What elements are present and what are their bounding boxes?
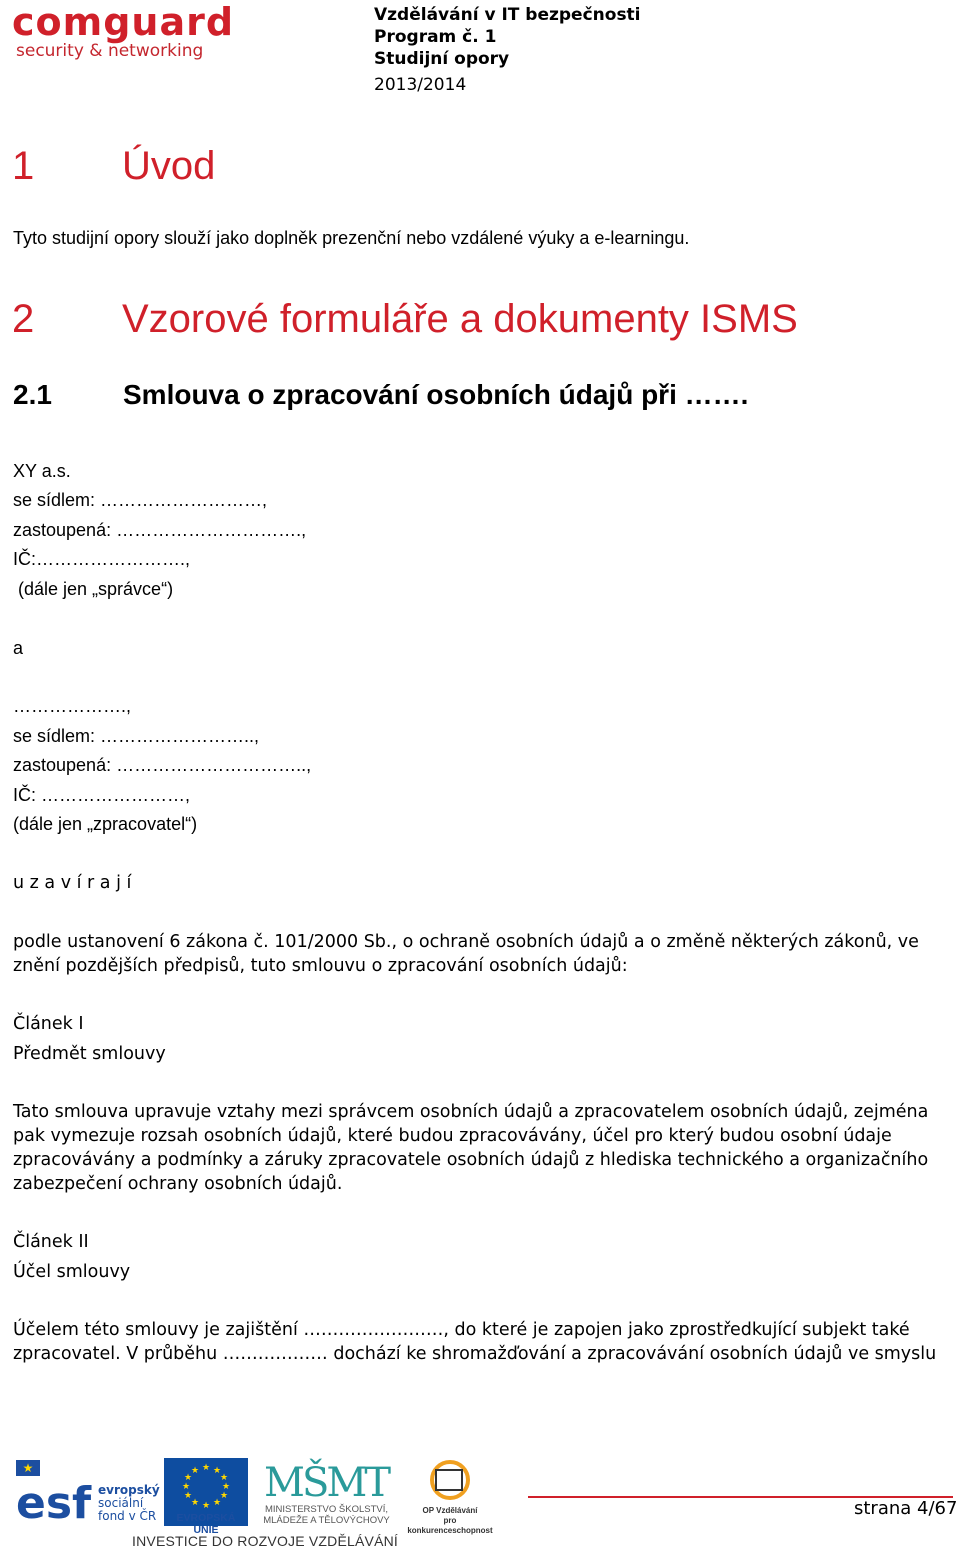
heading-2-1-title: Smlouva o zpracování osobních údajů při ……. <box>123 379 749 410</box>
concluding-verb: u z a v í r a j í <box>13 873 132 893</box>
legal-basis: podle ustanovení 6 zákona č. 101/2000 Sb., o ochraně osobních údajů a o změně některých zákonů, ve znění pozdějších předpisů, tuto smlouvu o zpracování osobních údajů: <box>13 932 919 976</box>
party1-representative: zastoupená: …………………………., <box>13 520 307 540</box>
svg-text:★: ★ <box>201 1500 211 1510</box>
heading-1 <box>12 143 215 189</box>
svg-text:★: ★ <box>183 1490 193 1500</box>
heading-2-1 <box>13 378 748 412</box>
comguard-logo-tagline: security & networking <box>16 41 204 61</box>
party1-seat: se sídlem: ………………………, <box>13 490 268 510</box>
svg-text:★: ★ <box>221 1481 231 1491</box>
svg-text:★: ★ <box>22 1461 34 1475</box>
party2-ic: IČ: ……………………, <box>13 785 191 805</box>
header-program: Program č. 1 <box>374 27 497 47</box>
svg-text:★: ★ <box>183 1472 193 1482</box>
esf-text-2: sociální <box>98 1496 144 1510</box>
svg-text:★: ★ <box>212 1497 222 1507</box>
comguard-logo: comguard <box>12 0 235 44</box>
svg-text:★: ★ <box>212 1465 222 1475</box>
party2-name: ………………., <box>13 696 132 716</box>
investment-slogan: INVESTICE DO ROZVOJE VZDĚLÁVÁNÍ <box>132 1533 399 1549</box>
svg-text:esf: esf <box>16 1478 92 1528</box>
heading-2-title: Vzorové formuláře a dokumenty ISMS <box>122 297 798 341</box>
svg-text:★: ★ <box>219 1490 229 1500</box>
party2-seat: se sídlem: …………………….., <box>13 726 260 746</box>
svg-text:★: ★ <box>219 1472 229 1482</box>
article-1-label: Článek I <box>13 1014 84 1034</box>
heading-2-number: 2 <box>12 297 35 341</box>
msmt-label-1: MINISTERSTVO ŠKOLSTVÍ, <box>265 1504 388 1515</box>
and-conjunction: a <box>13 638 24 658</box>
party2-alias: (dále jen „zpracovatel“) <box>13 814 198 834</box>
esf-text-1: evropský <box>98 1483 160 1497</box>
svg-text:★: ★ <box>190 1465 200 1475</box>
page-number: strana 4/67 <box>854 1498 958 1519</box>
svg-text:★: ★ <box>190 1497 200 1507</box>
party1-ic: IČ:……………………., <box>13 549 191 569</box>
svg-text:MŠMT: MŠMT <box>264 1460 388 1504</box>
article-1-title: Předmět smlouvy <box>13 1044 166 1064</box>
op-label-2: pro konkurenceschopnost <box>407 1516 493 1535</box>
op-label-1: OP Vzdělávání <box>422 1506 478 1515</box>
article-2-title: Účel smlouvy <box>13 1262 131 1282</box>
heading-1-title: Úvod <box>122 144 216 188</box>
msmt-label-2: MLÁDEŽE A TĚLOVÝCHOVY <box>263 1515 390 1526</box>
intro-text: Tyto studijní opory slouží jako doplněk prezenční nebo vzdálené výuky a e-learningu. <box>13 228 690 248</box>
eu-label: EVROPSKÁ UNIE <box>176 1512 236 1536</box>
article-2-label: Článek II <box>13 1232 89 1252</box>
esf-text-3: fond v ČR <box>98 1509 157 1523</box>
header-year: 2013/2014 <box>374 75 467 95</box>
header-course-title: Vzdělávání v IT bezpečnosti <box>374 5 641 25</box>
heading-2 <box>12 296 798 342</box>
article-1-text: Tato smlouva upravuje vztahy mezi správcem osobních údajů a zpracovatelem osobních údajů, zejména pak vymezuje rozsah osobních údajů, které budou zpracovávány, účel pro který budou osobní údaje zpracovávány a podmínky a záruky zpracovatele osobních údajů z hlediska technického a organizačního zabezpečení ochrany osobních údajů. <box>13 1102 929 1194</box>
party1-alias: (dále jen „správce“) <box>13 579 174 599</box>
party1-name: XY a.s. <box>13 461 71 481</box>
header-doc-type: Studijní opory <box>374 49 510 69</box>
heading-2-1-number: 2.1 <box>13 379 52 410</box>
svg-text:★: ★ <box>181 1481 191 1491</box>
party2-representative: zastoupená: ………………………….., <box>13 755 312 775</box>
heading-1-number: 1 <box>12 144 35 188</box>
article-2-text: Účelem této smlouvy je zajištění ……………………, do které je zapojen jako zprostředkující subjekt také zpracovatel. V průběhu ……………… dochází ke shromažďování a zpracovávání osobních údajů ve smyslu <box>13 1320 937 1364</box>
svg-text:★: ★ <box>201 1462 211 1472</box>
